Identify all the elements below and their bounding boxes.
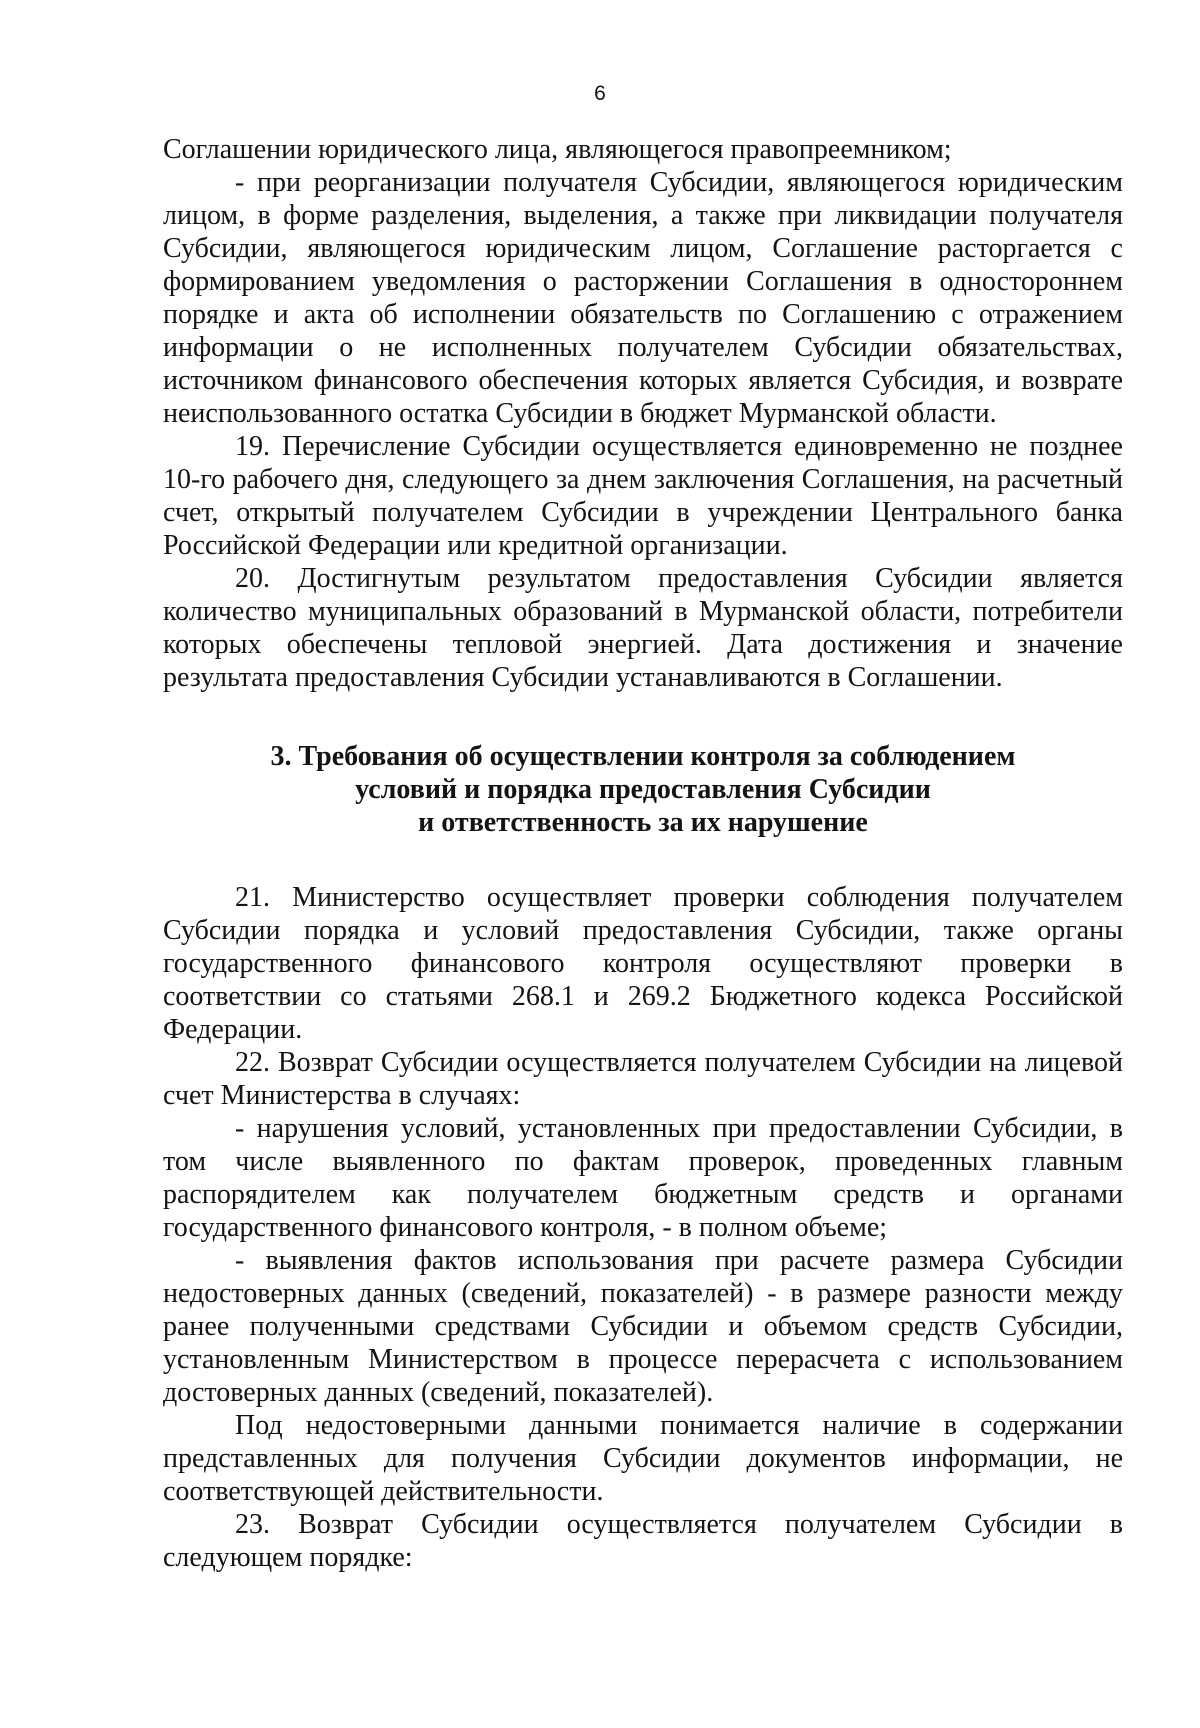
section-heading-line: 3. Требования об осуществлении контроля за соблюдением (270, 741, 1016, 772)
paragraph-20: 20. Достигнутым результатом предоставления Субсидии является количество муниципальных образований в Мурманской области, потребители которых обеспечены тепловой энергией. Дата достижения и значение результата предоставления Субсидии устанавливаются в Соглашении. (163, 563, 1123, 693)
paragraph-22: 22. Возврат Субсидии осуществляется получателем Субсидии на лицевой счет Министерства в случаях: (163, 1047, 1123, 1111)
paragraph-22-case-violation: - нарушения условий, установленных при предоставлении Субсидии, в том числе выявленного по фактам проверок, проведенных главным распорядителем как получателем бюджетным средств и органами государственного финансового контроля, - в полном объеме; (163, 1113, 1123, 1243)
paragraph-19: 19. Перечисление Субсидии осуществляется единовременно не позднее 10-го рабочего дня, следующего за днем заключения Соглашения, на расчетный счет, открытый получателем Субсидии в учреждении Центрального банка Российской Федерации или кредитной организации. (163, 431, 1123, 561)
paragraph-22-case-false-data: - выявления фактов использования при расчете размера Субсидии недостоверных данных (сведений, показателей) - в размере разности между ранее полученными средствами Субсидии и объемом средств Субсидии, установленным Министерством в процессе перерасчета с использованием достоверных данных (сведений, показателей). (163, 1245, 1123, 1408)
section-heading-line: условий и порядка предоставления Субсидии (355, 774, 931, 805)
paragraph-reorganization: - при реорганизации получателя Субсидии, являющегося юридическим лицом, в форме разделения, выделения, а также при ликвидации получателя Субсидии, являющегося юридическим лицом, Соглашение расторгается с формированием уведомления о расторжении Соглашения в одностороннем порядке и акта об исполнении обязательств по Соглашению с отражением информации о не исполненных получателем Субсидии обязательствах, источником финансового обеспечения которых является Субсидия, и возврате неиспользованного остатка Субсидии в бюджет Мурманской области. (163, 167, 1123, 429)
section-heading (163, 740, 1123, 839)
paragraph-continuation: Соглашении юридического лица, являющегося правопреемником; (163, 134, 952, 165)
section-heading-line: и ответственность за их нарушение (418, 807, 868, 838)
paragraph-false-data-definition: Под недостоверными данными понимается наличие в содержании представленных для получения Субсидии документов информации, не соответствующей действительности. (163, 1410, 1123, 1507)
paragraph-21: 21. Министерство осуществляет проверки соблюдения получателем Субсидии порядка и условий предоставления Субсидии, также органы государственного финансового контроля осуществляют проверки в соответствии со статьями 268.1 и 269.2 Бюджетного кодекса Российской Федерации. (163, 882, 1123, 1045)
document-body (163, 133, 1123, 1574)
paragraph-23: 23. Возврат Субсидии осуществляется получателем Субсидии в следующем порядке: (163, 1509, 1123, 1573)
page-number: 6 (594, 82, 606, 105)
